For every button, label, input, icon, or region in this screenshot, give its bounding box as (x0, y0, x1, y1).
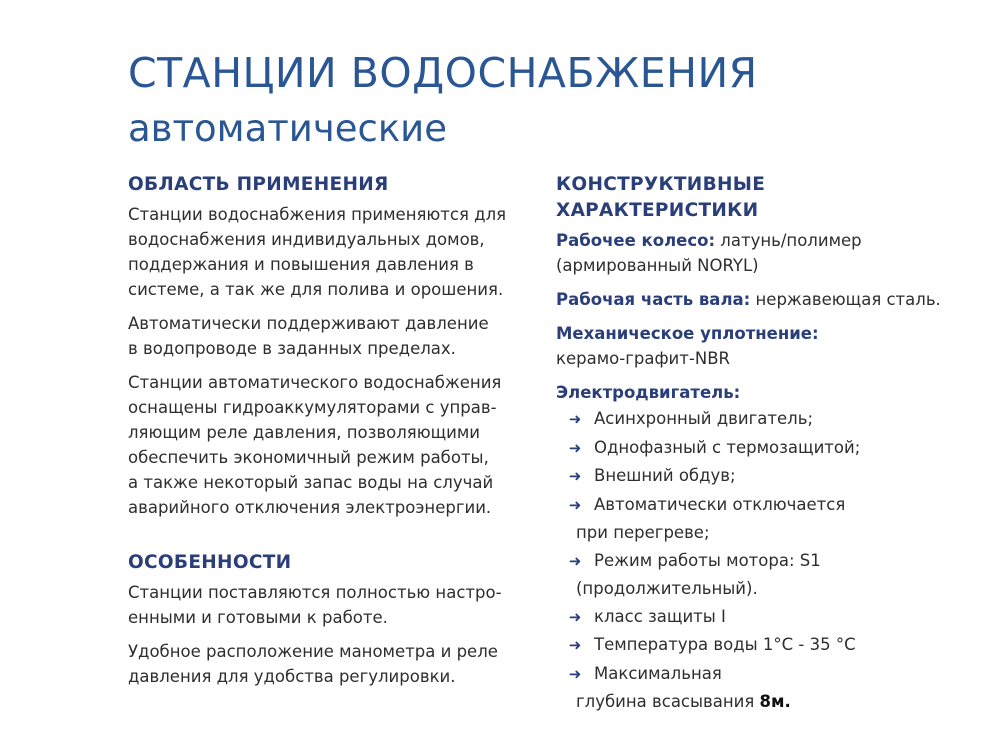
list-item-text: Асинхронный двигатель; (594, 409, 814, 428)
list-item-text: Однофазный с термозащитой; (594, 437, 861, 457)
spec-seal (556, 321, 976, 371)
list-item-text: Режим работы мотора: S1 (594, 550, 821, 570)
text-line: Станции поставляются полностью настро- (128, 583, 502, 602)
arrow-right-icon: ➜ (568, 467, 582, 485)
right-column (556, 172, 976, 716)
list-item-text: Внешний обдув; (594, 466, 736, 485)
spec-value: нержавеющая сталь. (750, 290, 941, 309)
list-item-continuation: (продолжительный). (576, 579, 758, 598)
text-line: оснащены гидроаккумуляторами с управ- (128, 398, 497, 417)
arrow-right-icon: ➜ (568, 607, 582, 626)
spec-label: Рабочая часть вала: (556, 290, 751, 309)
arrow-right-icon: ➜ (568, 664, 582, 683)
text-line: Удобное расположение манометра и реле (128, 642, 498, 661)
text-line: в водопроводе в заданных пределах. (128, 339, 456, 358)
text-line: обеспечить экономичный режим работы, (128, 448, 489, 467)
paragraph-auto-pressure (128, 311, 523, 361)
suction-depth-value: 8м. (759, 692, 791, 711)
text-line: ляющим реле давления, позволяющими (128, 423, 481, 442)
heading-line: ХАРАКТЕРИСТИКИ (556, 200, 759, 221)
arrow-right-icon: ➜ (568, 438, 582, 457)
spec-label: Механическое уплотнение: (556, 324, 819, 343)
paragraph-accumulators (128, 370, 523, 520)
arrow-right-icon: ➜ (568, 495, 582, 514)
text-line: енными и готовыми к работе. (128, 608, 388, 627)
list-item-continuation: глубина всасывания (576, 692, 760, 711)
paragraph-application (128, 202, 523, 302)
list-item (556, 547, 976, 603)
spec-shaft (556, 287, 976, 312)
list-item (556, 491, 976, 547)
list-item-text: Автоматически отключается (594, 494, 846, 514)
spec-label: Рабочее колесо: (556, 231, 716, 250)
arrow-right-icon: ➜ (568, 551, 582, 570)
spec-value: (армированный NORYL) (556, 256, 759, 275)
spec-value: керамо-графит-NBR (556, 349, 730, 368)
section-heading-features: ОСОБЕННОСТИ (128, 552, 292, 573)
list-item-text: Максимальная (594, 663, 722, 683)
list-item (556, 603, 976, 632)
text-line: Автоматически поддерживают давление (128, 314, 489, 333)
text-line: Станции водоснабжения применяются для (128, 205, 507, 224)
text-line: Станции автоматического водоснабжения (128, 373, 502, 392)
list-item (556, 405, 976, 434)
list-item-text: класс защиты I (594, 606, 726, 626)
list-item (556, 631, 976, 660)
text-line: системе, а так же для полива и орошения. (128, 280, 504, 299)
spec-motor (556, 380, 976, 405)
spec-label: Электродвигатель: (556, 383, 741, 402)
text-line: а также некоторый запас воды на случай (128, 473, 494, 492)
spec-impeller (556, 228, 976, 278)
page-title: СТАНЦИИ ВОДОСНАБЖЕНИЯ (128, 49, 758, 97)
section-heading-specs (556, 172, 976, 224)
section-heading-application: ОБЛАСТЬ ПРИМЕНЕНИЯ (128, 174, 389, 195)
arrow-right-icon: ➜ (568, 410, 582, 428)
text-line: водоснабжения индивидуальных домов, (128, 230, 485, 249)
list-item-text: Температура воды 1°С - 35 °С (594, 635, 856, 654)
text-line: давления для удобства регулировки. (128, 667, 456, 686)
spec-value: латунь/полимер (715, 231, 862, 250)
arrow-right-icon: ➜ (568, 636, 582, 654)
list-item (556, 660, 976, 716)
paragraph-manometer (128, 639, 523, 689)
list-item (556, 462, 976, 491)
text-line: поддержания и повышения давления в (128, 255, 474, 274)
paragraph-preconfigured (128, 580, 523, 630)
motor-feature-list (556, 405, 976, 716)
page-subtitle: автоматические (128, 107, 447, 150)
list-item (556, 434, 976, 463)
text-line: аварийного отключения электроэнергии. (128, 498, 492, 517)
left-column (128, 172, 523, 689)
heading-line: КОНСТРУКТИВНЫЕ (556, 174, 766, 195)
list-item-continuation: при перегреве; (576, 523, 710, 542)
